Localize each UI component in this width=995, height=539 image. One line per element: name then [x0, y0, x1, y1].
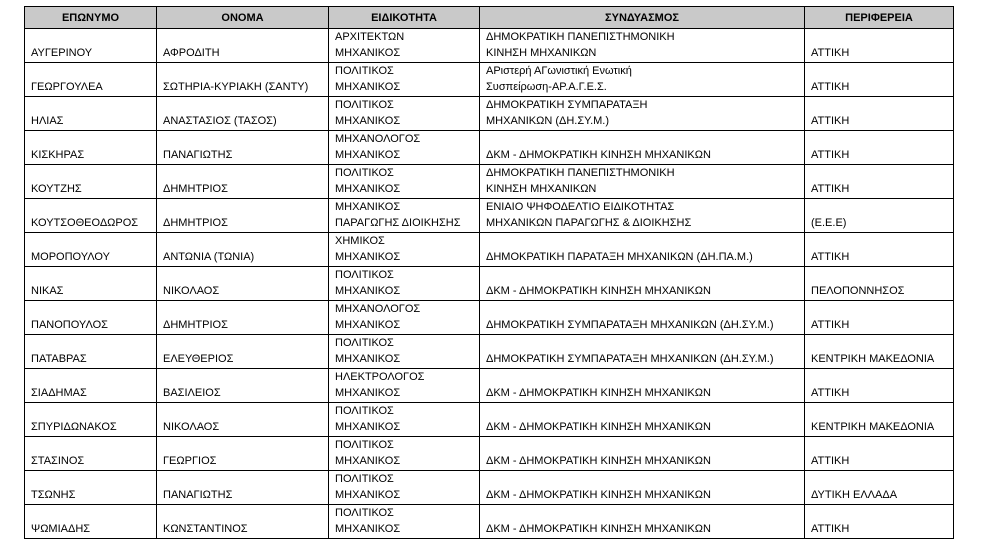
surname-cell: ΣΙΑΔΗΜΑΣ — [25, 369, 157, 403]
surname-cell: ΝΙΚΑΣ — [25, 267, 157, 301]
specialty-line: ΠΟΛΙΤΙΚΟΣ — [335, 167, 394, 179]
coalition-line: ΔΚΜ - ΔΗΜΟΚΡΑΤΙΚΗ ΚΙΝΗΣΗ ΜΗΧΑΝΙΚΩΝ — [486, 523, 711, 535]
specialty-line: ΠΟΛΙΤΙΚΟΣ — [335, 99, 394, 111]
specialty-cell — [329, 131, 480, 165]
surname-cell: ΤΣΩΝΗΣ — [25, 471, 157, 505]
table-row — [25, 97, 954, 131]
coalition-line: ΔΗΜΟΚΡΑΤΙΚΗ ΠΑΝΕΠΙΣΤΗΜΟΝΙΚΗ — [486, 31, 675, 43]
candidates-table — [24, 6, 954, 539]
name-cell: ΑΝΑΣΤΑΣΙΟΣ (ΤΑΣΟΣ) — [157, 97, 329, 131]
coalition-line: ΔΚΜ - ΔΗΜΟΚΡΑΤΙΚΗ ΚΙΝΗΣΗ ΜΗΧΑΝΙΚΩΝ — [486, 285, 711, 297]
specialty-line: ΜΗΧΑΝΙΚΟΣ — [335, 523, 401, 535]
table-row — [25, 29, 954, 63]
region-cell: ΑΤΤΙΚΗ — [805, 29, 954, 63]
table-row — [25, 165, 954, 199]
table-row — [25, 63, 954, 97]
header-specialty: ΕΙΔΙΚΟΤΗΤΑ — [329, 7, 480, 29]
region-cell: ΔΥΤΙΚΗ ΕΛΛΑΔΑ — [805, 471, 954, 505]
region-cell: ΑΤΤΙΚΗ — [805, 131, 954, 165]
region-cell: ΚΕΝΤΡΙΚΗ ΜΑΚΕΔΟΝΙΑ — [805, 403, 954, 437]
table-row — [25, 437, 954, 471]
coalition-cell — [480, 131, 805, 165]
table-row — [25, 301, 954, 335]
coalition-line: ΜΗΧΑΝΙΚΩΝ (ΔΗ.ΣΥ.Μ.) — [486, 115, 610, 127]
specialty-line: ΜΗΧΑΝΙΚΟΣ — [335, 319, 401, 331]
table-row — [25, 233, 954, 267]
coalition-cell — [480, 29, 805, 63]
coalition-line: ΔΚΜ - ΔΗΜΟΚΡΑΤΙΚΗ ΚΙΝΗΣΗ ΜΗΧΑΝΙΚΩΝ — [486, 421, 711, 433]
specialty-cell — [329, 403, 480, 437]
coalition-cell — [480, 267, 805, 301]
coalition-cell — [480, 165, 805, 199]
coalition-line: ΚΙΝΗΣΗ ΜΗΧΑΝΙΚΩΝ — [486, 47, 597, 59]
specialty-cell — [329, 301, 480, 335]
specialty-cell — [329, 199, 480, 233]
name-cell: ΕΛΕΥΘΕΡΙΟΣ — [157, 335, 329, 369]
specialty-line: ΜΗΧΑΝΙΚΟΣ — [335, 421, 401, 433]
coalition-cell — [480, 335, 805, 369]
surname-cell: ΚΙΣΚΗΡΑΣ — [25, 131, 157, 165]
coalition-line: ΔΗΜΟΚΡΑΤΙΚΗ ΣΥΜΠΑΡΑΤΑΞΗ ΜΗΧΑΝΙΚΩΝ (ΔΗ.ΣΥ.Μ.) — [486, 319, 774, 331]
specialty-line: ΠΟΛΙΤΙΚΟΣ — [335, 65, 394, 77]
table-row — [25, 199, 954, 233]
header-row — [25, 7, 954, 29]
name-cell: ΔΗΜΗΤΡΙΟΣ — [157, 165, 329, 199]
specialty-line: ΗΛΕΚΤΡΟΛΟΓΟΣ — [335, 371, 425, 383]
region-cell: ΑΤΤΙΚΗ — [805, 165, 954, 199]
specialty-line: ΜΗΧΑΝΙΚΟΣ — [335, 149, 401, 161]
specialty-line: ΠΟΛΙΤΙΚΟΣ — [335, 269, 394, 281]
surname-cell: ΠΑΤΑΒΡΑΣ — [25, 335, 157, 369]
surname-cell: ΠΑΝΟΠΟΥΛΟΣ — [25, 301, 157, 335]
specialty-line: ΠΟΛΙΤΙΚΟΣ — [335, 337, 394, 349]
specialty-line: ΧΗΜΙΚΟΣ — [335, 235, 385, 247]
surname-cell: ΑΥΓΕΡΙΝΟΥ — [25, 29, 157, 63]
region-cell: ΑΤΤΙΚΗ — [805, 301, 954, 335]
coalition-cell — [480, 437, 805, 471]
region-cell: ΑΤΤΙΚΗ — [805, 233, 954, 267]
header-name: ΟΝΟΜΑ — [157, 7, 329, 29]
surname-cell: ΣΤΑΣΙΝΟΣ — [25, 437, 157, 471]
specialty-line: ΜΗΧΑΝΟΛΟΓΟΣ — [335, 133, 421, 145]
specialty-cell — [329, 97, 480, 131]
specialty-cell — [329, 63, 480, 97]
coalition-cell — [480, 369, 805, 403]
specialty-line: ΜΗΧΑΝΟΛΟΓΟΣ — [335, 303, 421, 315]
header-region: ΠΕΡΙΦΕΡΕΙΑ — [805, 7, 954, 29]
name-cell: ΚΩΝΣΤΑΝΤΙΝΟΣ — [157, 505, 329, 539]
name-cell: ΠΑΝΑΓΙΩΤΗΣ — [157, 131, 329, 165]
table-row — [25, 471, 954, 505]
surname-cell: ΗΛΙΑΣ — [25, 97, 157, 131]
name-cell: ΑΦΡΟΔΙΤΗ — [157, 29, 329, 63]
coalition-line: ΚΙΝΗΣΗ ΜΗΧΑΝΙΚΩΝ — [486, 183, 597, 195]
region-cell: ΑΤΤΙΚΗ — [805, 505, 954, 539]
coalition-cell — [480, 63, 805, 97]
name-cell: ΔΗΜΗΤΡΙΟΣ — [157, 301, 329, 335]
coalition-line: ΔΚΜ - ΔΗΜΟΚΡΑΤΙΚΗ ΚΙΝΗΣΗ ΜΗΧΑΝΙΚΩΝ — [486, 455, 711, 467]
region-cell: (Ε.Ε.Ε) — [805, 199, 954, 233]
surname-cell: ΓΕΩΡΓΟΥΛΕΑ — [25, 63, 157, 97]
coalition-cell — [480, 471, 805, 505]
coalition-cell — [480, 505, 805, 539]
specialty-line: ΠΟΛΙΤΙΚΟΣ — [335, 473, 394, 485]
coalition-line: ΔΚΜ - ΔΗΜΟΚΡΑΤΙΚΗ ΚΙΝΗΣΗ ΜΗΧΑΝΙΚΩΝ — [486, 387, 711, 399]
region-cell: ΑΤΤΙΚΗ — [805, 369, 954, 403]
specialty-cell — [329, 437, 480, 471]
table-row — [25, 335, 954, 369]
specialty-line: ΠΑΡΑΓΩΓΗΣ ΔΙΟΙΚΗΣΗΣ — [335, 217, 461, 229]
specialty-line: ΠΟΛΙΤΙΚΟΣ — [335, 507, 394, 519]
specialty-line: ΜΗΧΑΝΙΚΟΣ — [335, 115, 401, 127]
coalition-cell — [480, 301, 805, 335]
region-cell: ΑΤΤΙΚΗ — [805, 63, 954, 97]
specialty-cell — [329, 233, 480, 267]
coalition-line: ΕΝΙΑΙΟ ΨΗΦΟΔΕΛΤΙΟ ΕΙΔΙΚΟΤΗΤΑΣ — [486, 201, 675, 213]
specialty-cell — [329, 471, 480, 505]
coalition-line: ΔΚΜ - ΔΗΜΟΚΡΑΤΙΚΗ ΚΙΝΗΣΗ ΜΗΧΑΝΙΚΩΝ — [486, 149, 711, 161]
specialty-cell — [329, 165, 480, 199]
table-row — [25, 131, 954, 165]
specialty-line: ΜΗΧΑΝΙΚΟΣ — [335, 47, 401, 59]
specialty-line: ΜΗΧΑΝΙΚΟΣ — [335, 353, 401, 365]
table-body — [25, 29, 954, 539]
specialty-line: ΜΗΧΑΝΙΚΟΣ — [335, 251, 401, 263]
region-cell: ΑΤΤΙΚΗ — [805, 437, 954, 471]
specialty-line: ΜΗΧΑΝΙΚΟΣ — [335, 201, 401, 213]
region-cell: ΚΕΝΤΡΙΚΗ ΜΑΚΕΔΟΝΙΑ — [805, 335, 954, 369]
name-cell: ΠΑΝΑΓΙΩΤΗΣ — [157, 471, 329, 505]
table-row — [25, 403, 954, 437]
table-row — [25, 369, 954, 403]
name-cell: ΝΙΚΟΛΑΟΣ — [157, 403, 329, 437]
coalition-line: ΔΗΜΟΚΡΑΤΙΚΗ ΠΑΝΕΠΙΣΤΗΜΟΝΙΚΗ — [486, 167, 675, 179]
name-cell: ΑΝΤΩΝΙΑ (ΤΩΝΙΑ) — [157, 233, 329, 267]
header-surname: ΕΠΩΝΥΜΟ — [25, 7, 157, 29]
coalition-line: Συσπείρωση-ΑΡ.Α.Γ.Ε.Σ. — [486, 81, 607, 93]
specialty-line: ΜΗΧΑΝΙΚΟΣ — [335, 81, 401, 93]
surname-cell: ΨΩΜΙΑΔΗΣ — [25, 505, 157, 539]
coalition-line: ΔΗΜΟΚΡΑΤΙΚΗ ΣΥΜΠΑΡΑΤΑΞΗ — [486, 99, 648, 111]
specialty-line: ΜΗΧΑΝΙΚΟΣ — [335, 387, 401, 399]
coalition-cell — [480, 97, 805, 131]
name-cell: ΔΗΜΗΤΡΙΟΣ — [157, 199, 329, 233]
name-cell: ΣΩΤΗΡΙΑ-ΚΥΡΙΑΚΗ (ΣΑΝΤΥ) — [157, 63, 329, 97]
surname-cell: ΚΟΥΤΣΟΘΕΟΔΩΡΟΣ — [25, 199, 157, 233]
specialty-line: ΠΟΛΙΤΙΚΟΣ — [335, 405, 394, 417]
surname-cell: ΜΟΡΟΠΟΥΛΟΥ — [25, 233, 157, 267]
specialty-line: ΠΟΛΙΤΙΚΟΣ — [335, 439, 394, 451]
name-cell: ΝΙΚΟΛΑΟΣ — [157, 267, 329, 301]
specialty-line: ΜΗΧΑΝΙΚΟΣ — [335, 285, 401, 297]
specialty-line: ΜΗΧΑΝΙΚΟΣ — [335, 489, 401, 501]
coalition-cell — [480, 233, 805, 267]
name-cell: ΓΕΩΡΓΙΟΣ — [157, 437, 329, 471]
region-cell: ΑΤΤΙΚΗ — [805, 97, 954, 131]
region-cell: ΠΕΛΟΠΟΝΝΗΣΟΣ — [805, 267, 954, 301]
coalition-line: ΑΡιστερή ΑΓωνιστική Ενωτική — [486, 65, 632, 77]
table-row — [25, 505, 954, 539]
specialty-line: ΜΗΧΑΝΙΚΟΣ — [335, 183, 401, 195]
specialty-cell — [329, 335, 480, 369]
specialty-cell — [329, 29, 480, 63]
coalition-cell — [480, 199, 805, 233]
specialty-line: ΑΡΧΙΤΕΚΤΩΝ — [335, 31, 405, 43]
surname-cell: ΚΟΥΤΖΗΣ — [25, 165, 157, 199]
specialty-cell — [329, 505, 480, 539]
coalition-line: ΔΗΜΟΚΡΑΤΙΚΗ ΣΥΜΠΑΡΑΤΑΞΗ ΜΗΧΑΝΙΚΩΝ (ΔΗ.ΣΥ.Μ.) — [486, 353, 774, 365]
specialty-cell — [329, 267, 480, 301]
specialty-line: ΜΗΧΑΝΙΚΟΣ — [335, 455, 401, 467]
coalition-line: ΔΚΜ - ΔΗΜΟΚΡΑΤΙΚΗ ΚΙΝΗΣΗ ΜΗΧΑΝΙΚΩΝ — [486, 489, 711, 501]
coalition-line: ΔΗΜΟΚΡΑΤΙΚΗ ΠΑΡΑΤΑΞΗ ΜΗΧΑΝΙΚΩΝ (ΔΗ.ΠΑ.Μ.) — [486, 251, 753, 263]
coalition-cell — [480, 403, 805, 437]
specialty-cell — [329, 369, 480, 403]
surname-cell: ΣΠΥΡΙΔΩΝΑΚΟΣ — [25, 403, 157, 437]
table-row — [25, 267, 954, 301]
header-coalition: ΣΥΝΔΥΑΣΜΟΣ — [480, 7, 805, 29]
name-cell: ΒΑΣΙΛΕΙΟΣ — [157, 369, 329, 403]
coalition-line: ΜΗΧΑΝΙΚΩΝ ΠΑΡΑΓΩΓΗΣ & ΔΙΟΙΚΗΣΗΣ — [486, 217, 692, 229]
